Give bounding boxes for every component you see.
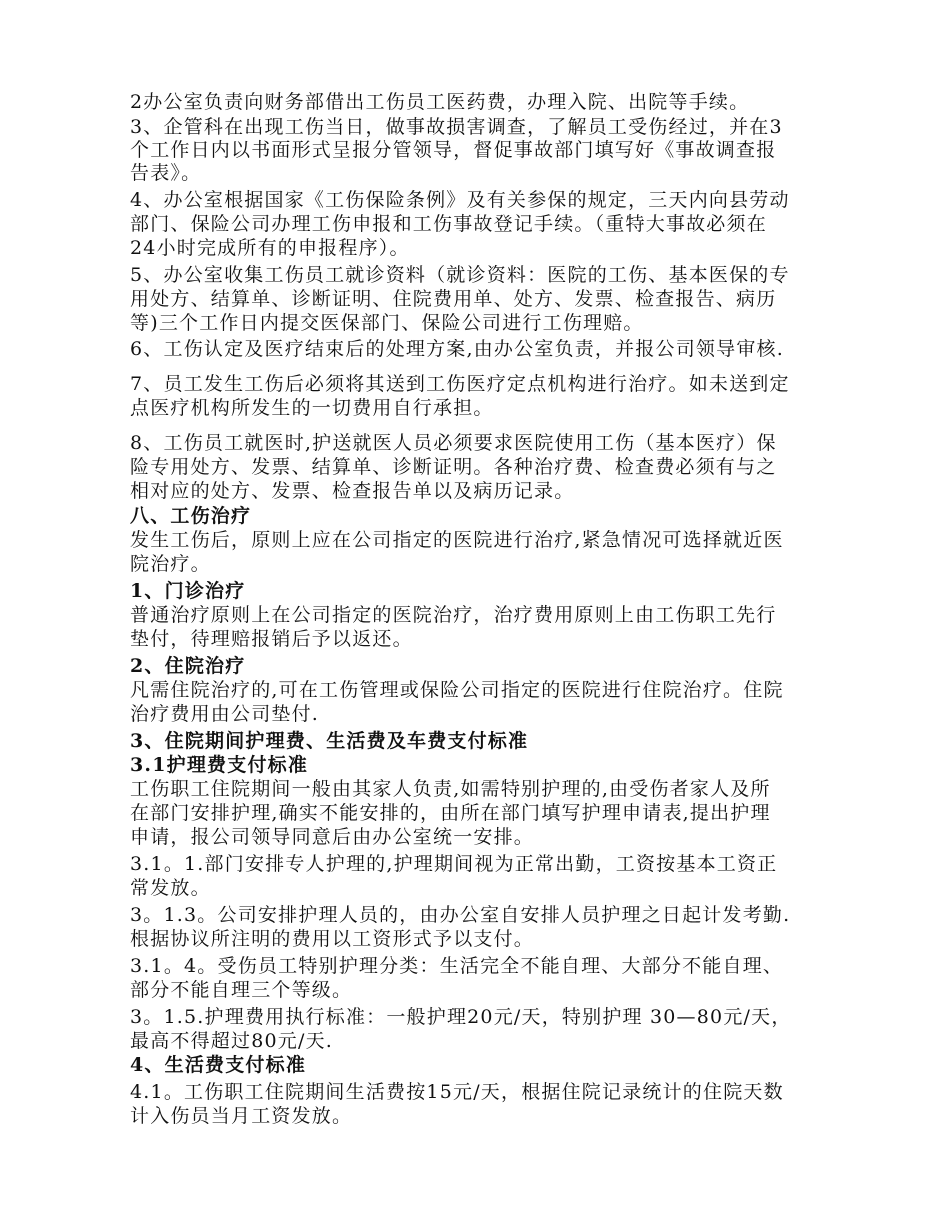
text-line: 3。1.5.护理费用执行标准：一般护理20元/天，特别护理 30—80元/天， [130, 1006, 792, 1028]
text-line: 院治疗。 [130, 553, 211, 575]
text-line: 部门、保险公司办理工伤申报和工伤事故登记手续。（重特大事故必须在 [130, 213, 767, 235]
text-line: 4.1。工伤职工住院期间生活费按15元/天，根据住院记录统计的住院天数 [130, 1081, 784, 1103]
subsection-heading: 4、生活费支付标准 [130, 1054, 307, 1076]
text-line: 部分不能自理三个等级。 [130, 979, 353, 1001]
text-line: 凡需住院治疗的,可在工伤管理或保险公司指定的医院进行住院治疗。住院 [130, 679, 784, 701]
text-line: 普通治疗原则上在公司指定的医院治疗，治疗费用原则上由工伤职工先行 [130, 604, 777, 626]
text-line: 常发放。 [130, 877, 211, 899]
text-line: 最高不得超过80元/天. [130, 1030, 334, 1052]
text-line: 发生工伤后，原则上应在公司指定的医院进行治疗,紧急情况可选择就近医 [130, 529, 784, 551]
text-line: 6、工伤认定及医疗结束后的处理方案,由办公室负责，并报公司领导审核. [130, 338, 784, 360]
text-line: 点医疗机构所发生的一切费用自行承担。 [130, 397, 494, 419]
text-line: 计入伤员当月工资发放。 [130, 1105, 353, 1127]
text-line: 等)三个工作日内提交医保部门、保险公司进行工伤理赔。 [130, 312, 644, 334]
text-line: 告表》。 [130, 162, 202, 184]
text-line: 2办公室负责向财务部借出工伤员工医药费，办理入院、出院等手续。 [130, 91, 750, 113]
text-line: 用处方、结算单、诊断证明、住院费用单、处方、发票、检查报告、病历 [130, 288, 777, 310]
text-line: 5、办公室收集工伤员工就诊资料（就诊资料：医院的工伤、基本医保的专 [130, 264, 790, 286]
text-line: 24小时完成所有的申报程序）。 [130, 237, 410, 259]
text-line: 4、办公室根据国家《工伤保险条例》及有关参保的规定，三天内向县劳动 [130, 189, 790, 211]
text-line: 在部门安排护理,确实不能安排的，由所在部门填写护理申请表,提出护理 [130, 802, 771, 824]
subsection-heading: 3.1护理费支付标准 [130, 754, 309, 776]
text-line: 申请，报公司领导同意后由办公室统一安排。 [130, 826, 535, 848]
section-heading: 八、工伤治疗 [130, 505, 252, 527]
text-line: 8、工伤员工就医时,护送就医人员必须要求医院使用工伤（基本医疗）保 [130, 432, 777, 454]
text-line: 相对应的处方、发票、检查报告单以及病历记录。 [130, 480, 575, 502]
text-line: 3。1.3。公司安排护理人员的，由办公室自安排人员护理之日起计发考勤. [130, 904, 791, 926]
text-line: 3、企管科在出现工伤当日，做事故损害调查，了解员工受伤经过，并在3 [130, 116, 783, 138]
subsection-heading: 1、门诊治疗 [130, 580, 246, 602]
subsection-heading: 2、住院治疗 [130, 655, 246, 677]
text-line: 3.1。4。受伤员工特别护理分类：生活完全不能自理、大部分不能自理、 [130, 955, 784, 977]
text-line: 7、员工发生工伤后必须将其送到工伤医疗定点机构进行治疗。如未送到定 [130, 373, 790, 395]
text-line: 根据协议所注明的费用以工资形式予以支付。 [130, 928, 535, 950]
text-line: 工伤职工住院期间一般由其家人负责,如需特别护理的,由受伤者家人及所 [130, 778, 771, 800]
text-line: 3.1。1.部门安排专人护理的,护理期间视为正常出勤，工资按基本工资正 [130, 853, 778, 875]
text-line: 治疗费用由公司垫付. [130, 703, 320, 725]
subsection-heading: 3、住院期间护理费、生活费及车费支付标准 [130, 730, 529, 752]
text-line: 垫付，待理赔报销后予以返还。 [130, 628, 413, 650]
text-line: 个工作日内以书面形式呈报分管领导，督促事故部门填写好《事故调查报 [130, 139, 777, 161]
text-line: 险专用处方、发票、结算单、诊断证明。各种治疗费、检查费必须有与之 [130, 456, 777, 478]
